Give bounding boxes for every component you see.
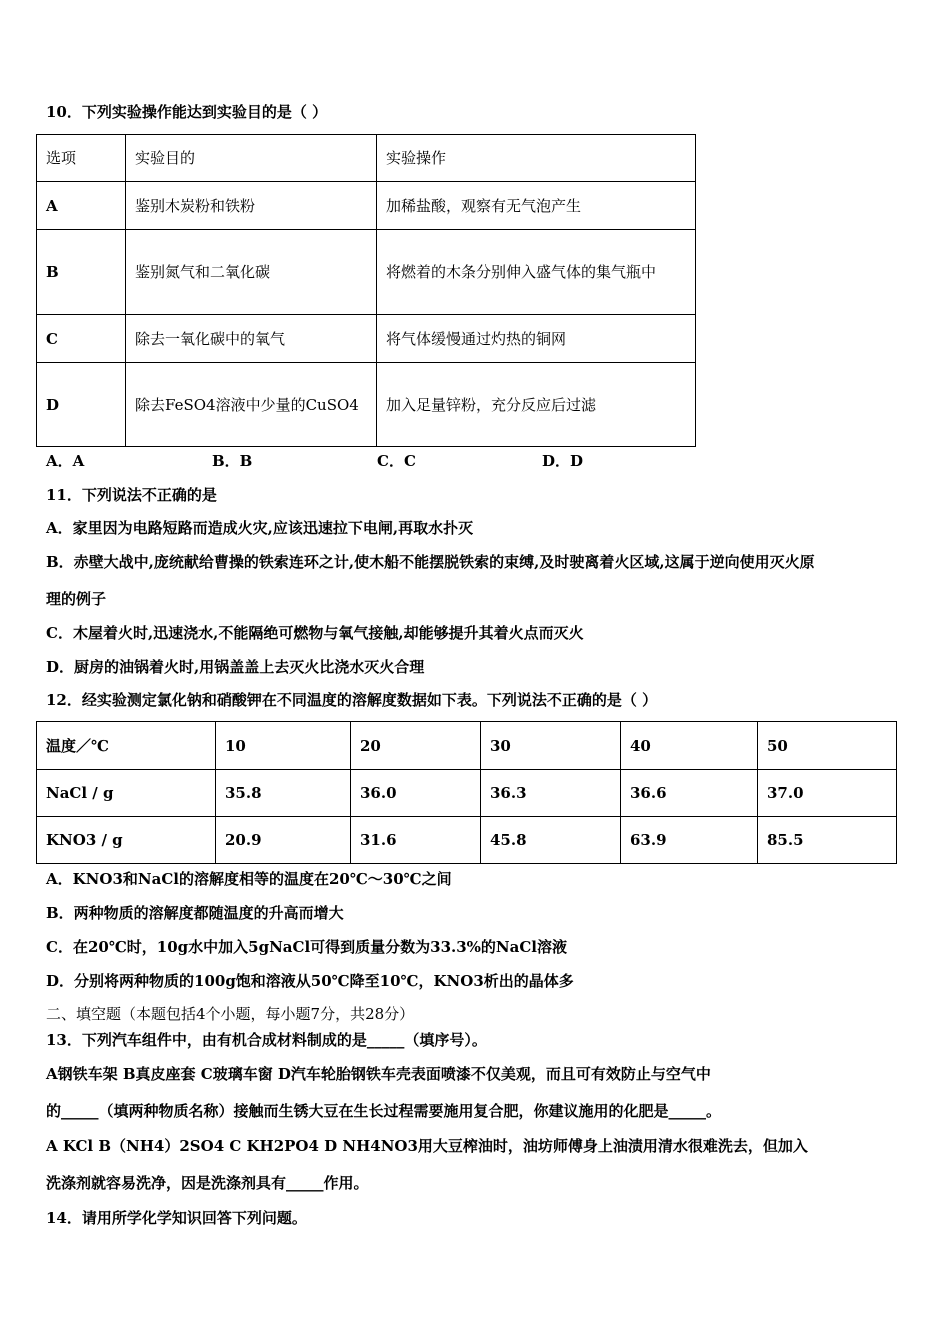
q10-row-d-action: 加入足量锌粉，充分反应后过滤 xyxy=(377,363,696,447)
q10-row-a-action: 加稀盐酸，观察有无气泡产生 xyxy=(377,182,696,230)
q12-temp-30: 30 xyxy=(481,722,621,770)
q10-choice-a: A．A xyxy=(46,452,85,470)
q10-choice-c: C．C xyxy=(377,452,416,470)
q12-kno3-20: 31.6 xyxy=(351,817,481,864)
q12-kno3-40: 63.9 xyxy=(621,817,758,864)
q11-option-a: A．家里因为电路短路而造成火灾,应该迅速拉下电闸,再取水扑灭 xyxy=(46,519,474,537)
q10-stem: 10．下列实验操作能达到实验目的是（ ） xyxy=(46,103,328,121)
q10-row-a-purpose: 鉴别木炭粉和铁粉 xyxy=(126,182,377,230)
q10-row-a-option: A xyxy=(37,182,126,230)
q10-header-option: 选项 xyxy=(37,135,126,182)
q12-temp-20: 20 xyxy=(351,722,481,770)
q12-option-d: D．分别将两种物质的100g饱和溶液从50℃降至10℃，KNO3析出的晶体多 xyxy=(46,972,574,990)
q10-row-d-purpose: 除去FeSO4溶液中少量的CuSO4 xyxy=(126,363,377,447)
q11-option-b-line2: 理的例子 xyxy=(46,590,107,608)
q12-temp-10: 10 xyxy=(216,722,351,770)
q12-nacl-20: 36.0 xyxy=(351,770,481,817)
q10-choice-d: D．D xyxy=(542,452,584,470)
q13-stem: 13．下列汽车组件中，由有机合成材料制成的是_____（填序号）。 xyxy=(46,1031,487,1049)
q13-line-3: A KCl B（NH4）2SO4 C KH2PO4 D NH4NO3用大豆榨油时，油坊师傅身上油渍用清水很难洗去，但加入 xyxy=(46,1137,808,1155)
q12-option-b: B．两种物质的溶解度都随温度的升高而增大 xyxy=(46,904,344,922)
q12-kno3-label: KNO3 / g xyxy=(37,817,216,864)
q12-nacl-30: 36.3 xyxy=(481,770,621,817)
q10-choice-b: B．B xyxy=(212,452,253,470)
q12-temp-50: 50 xyxy=(758,722,897,770)
q10-row-b-action: 将燃着的木条分别伸入盛气体的集气瓶中 xyxy=(377,230,696,315)
q10-row-c-action: 将气体缓慢通过灼热的铜网 xyxy=(377,315,696,363)
q12-option-a: A．KNO3和NaCl的溶解度相等的温度在20℃～30℃之间 xyxy=(46,870,452,888)
q10-row-c-option: C xyxy=(37,315,126,363)
q10-table xyxy=(36,134,696,447)
q12-kno3-50: 85.5 xyxy=(758,817,897,864)
q10-header-purpose: 实验目的 xyxy=(126,135,377,182)
q12-kno3-10: 20.9 xyxy=(216,817,351,864)
q10-row-c-purpose: 除去一氧化碳中的氧气 xyxy=(126,315,377,363)
q11-option-d: D．厨房的油锅着火时,用锅盖盖上去灭火比浇水灭火合理 xyxy=(46,658,425,676)
q12-nacl-50: 37.0 xyxy=(758,770,897,817)
q12-table xyxy=(36,721,897,864)
q11-stem: 11．下列说法不正确的是 xyxy=(46,486,217,504)
q11-option-b-line1: B．赤壁大战中,庞统献给曹操的铁索连环之计,使木船不能摆脱铁索的束缚,及时驶离着火区域,这属于逆向使用灭火原 xyxy=(46,553,815,571)
q10-header-action: 实验操作 xyxy=(377,135,696,182)
q12-nacl-label: NaCl / g xyxy=(37,770,216,817)
q13-line-2: 的_____（填两种物质名称）接触而生锈大豆在生长过程需要施用复合肥，你建议施用的化肥是_____。 xyxy=(46,1102,722,1120)
q14-stem: 14．请用所学化学知识回答下列问题。 xyxy=(46,1209,307,1227)
q10-row-b-purpose: 鉴别氮气和二氧化碳 xyxy=(126,230,377,315)
q13-line-1: A钢铁车架 B真皮座套 C玻璃车窗 D汽车轮胎钢铁车壳表面喷漆不仅美观，而且可有效防止与空气中 xyxy=(46,1065,711,1083)
q13-line-4: 洗涤剂就容易洗净，因是洗涤剂具有_____作用。 xyxy=(46,1174,369,1192)
q10-row-b-option: B xyxy=(37,230,126,315)
section-2-heading: 二、填空题（本题包括4个小题，每小题7分，共28分） xyxy=(46,1005,415,1023)
q12-nacl-10: 35.8 xyxy=(216,770,351,817)
q12-temp-label: 温度／℃ xyxy=(37,722,216,770)
q12-stem: 12．经实验测定氯化钠和硝酸钾在不同温度的溶解度数据如下表。下列说法不正确的是（ ） xyxy=(46,691,658,709)
q12-temp-40: 40 xyxy=(621,722,758,770)
q12-nacl-40: 36.6 xyxy=(621,770,758,817)
q12-option-c: C．在20℃时，10g水中加入5gNaCl可得到质量分数为33.3%的NaCl溶液 xyxy=(46,938,567,956)
q12-kno3-30: 45.8 xyxy=(481,817,621,864)
q11-option-c: C．木屋着火时,迅速浇水,不能隔绝可燃物与氧气接触,却能够提升其着火点而灭火 xyxy=(46,624,584,642)
q10-row-d-option: D xyxy=(37,363,126,447)
